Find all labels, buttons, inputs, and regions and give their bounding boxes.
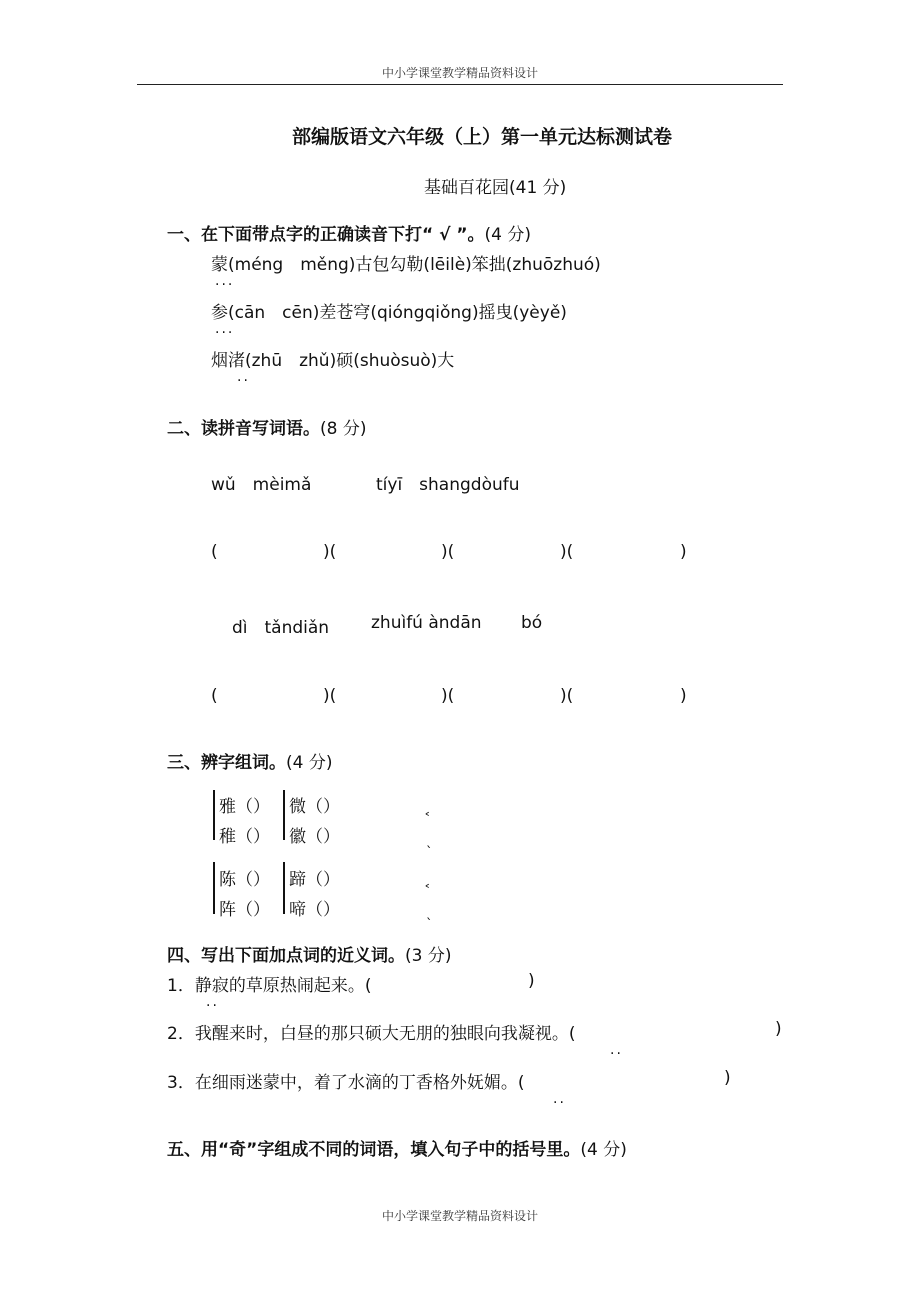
s2-pinyin-1b: tíyī shangdòufu	[376, 475, 520, 495]
section-1-title: 一、在下面带点字的正确读音下打“ √ ”。	[167, 225, 485, 245]
section-5-title: 五、用“奇”字组成不同的词语，填入句子中的括号里。	[167, 1140, 581, 1160]
s3-a-bottom-left: 稚（）	[219, 827, 270, 847]
s3-b-mark-2: ˎ	[426, 906, 433, 921]
s3-b-bottom-right: 啼（）	[289, 900, 340, 920]
section-4-heading	[167, 941, 451, 966]
section-1-heading	[167, 220, 531, 245]
s3-a-mark-2: ˎ	[426, 834, 433, 849]
s4-item-2-dots: ··	[610, 1046, 623, 1062]
s2-paren-2-2: )(	[441, 686, 455, 706]
s3-b-top-left: 陈（）	[219, 870, 270, 890]
section-3-points: (4 分)	[286, 753, 333, 773]
s4-item-3: 3．在细雨迷蒙中，着了水滴的丁香格外妩媚。(	[167, 1073, 525, 1093]
s2-pinyin-2b: zhuìfú àndān	[371, 613, 482, 633]
section-2-heading	[167, 414, 366, 439]
s3-a-mark-1: ˂	[424, 812, 431, 827]
s1-line-1: 蒙(méng měng)古包勾勒(lēilè)笨拙(zhuōzhuó)	[211, 255, 601, 275]
s3-a-top-left: 雅（）	[219, 797, 270, 817]
s1-line-2: 参(cān cēn)差苍穹(qióngqiǒng)摇曳(yèyě)	[211, 303, 567, 323]
s4-item-3-dots: ··	[553, 1095, 566, 1111]
section-2-points: (8 分)	[320, 419, 367, 439]
s3-bracket-b-left	[213, 862, 215, 914]
s4-item-1: 1．静寂的草原热闹起来。(	[167, 976, 372, 996]
s4-item-2: 2．我醒来时，白昼的那只硕大无朋的独眼向我凝视。(	[167, 1024, 576, 1044]
s3-bracket-a-left	[213, 790, 215, 840]
s2-paren-1-2: )(	[441, 542, 455, 562]
page-header: 中小学课堂教学精品资料设计	[381, 66, 538, 80]
s3-b-top-right: 蹄（）	[289, 870, 340, 890]
page-title: 部编版语文六年级（上）第一单元达标测试卷	[292, 126, 673, 148]
section-4-points: (3 分)	[405, 946, 452, 966]
s2-pinyin-2a: dì tǎndiǎn	[232, 618, 330, 638]
s3-bracket-b-right	[283, 862, 285, 914]
header-rule	[137, 84, 783, 85]
section-4-title: 四、写出下面加点词的近义词。	[167, 946, 405, 966]
s4-item-1-dots: ··	[206, 998, 219, 1014]
section-5-points: (4 分)	[580, 1140, 627, 1160]
s2-paren-2-0: (	[211, 686, 218, 706]
s4-item-2-close: )	[775, 1019, 782, 1039]
s2-pinyin-1a: wǔ mèimǎ	[211, 475, 312, 495]
page-footer: 中小学课堂教学精品资料设计	[381, 1209, 538, 1223]
s3-bracket-a-right	[283, 790, 285, 840]
s2-paren-1-4: )	[680, 542, 687, 562]
s3-a-top-right: 微（）	[289, 797, 340, 817]
section-2-title: 二、读拼音写词语。	[167, 419, 320, 439]
s4-item-3-close: )	[724, 1068, 731, 1088]
s2-paren-2-3: )(	[560, 686, 574, 706]
s3-b-mark-1: ˂	[424, 884, 431, 899]
s2-paren-1-1: )(	[323, 542, 337, 562]
s1-line-3: 烟渚(zhū zhǔ)硕(shuòsuò)大	[211, 351, 455, 371]
s3-a-bottom-right: 徽（）	[289, 827, 340, 847]
s4-item-1-close: )	[528, 971, 535, 991]
s2-paren-1-3: )(	[560, 542, 574, 562]
s2-paren-2-4: )	[680, 686, 687, 706]
s1-dots-2: ···	[215, 325, 235, 341]
s1-dots-3: ··	[237, 373, 250, 389]
section-5-heading	[167, 1135, 627, 1160]
s2-paren-1-0: (	[211, 542, 218, 562]
s2-paren-2-1: )(	[323, 686, 337, 706]
s1-dots-1: ···	[215, 277, 235, 293]
s2-pinyin-2c: bó	[521, 613, 543, 633]
section-1-points: (4 分)	[484, 225, 532, 245]
section-3-title: 三、辨字组词。	[167, 753, 286, 773]
s3-b-bottom-left: 阵（）	[219, 900, 270, 920]
section-3-heading	[167, 748, 332, 773]
page-subtitle: 基础百花园(41 分)	[424, 178, 567, 198]
